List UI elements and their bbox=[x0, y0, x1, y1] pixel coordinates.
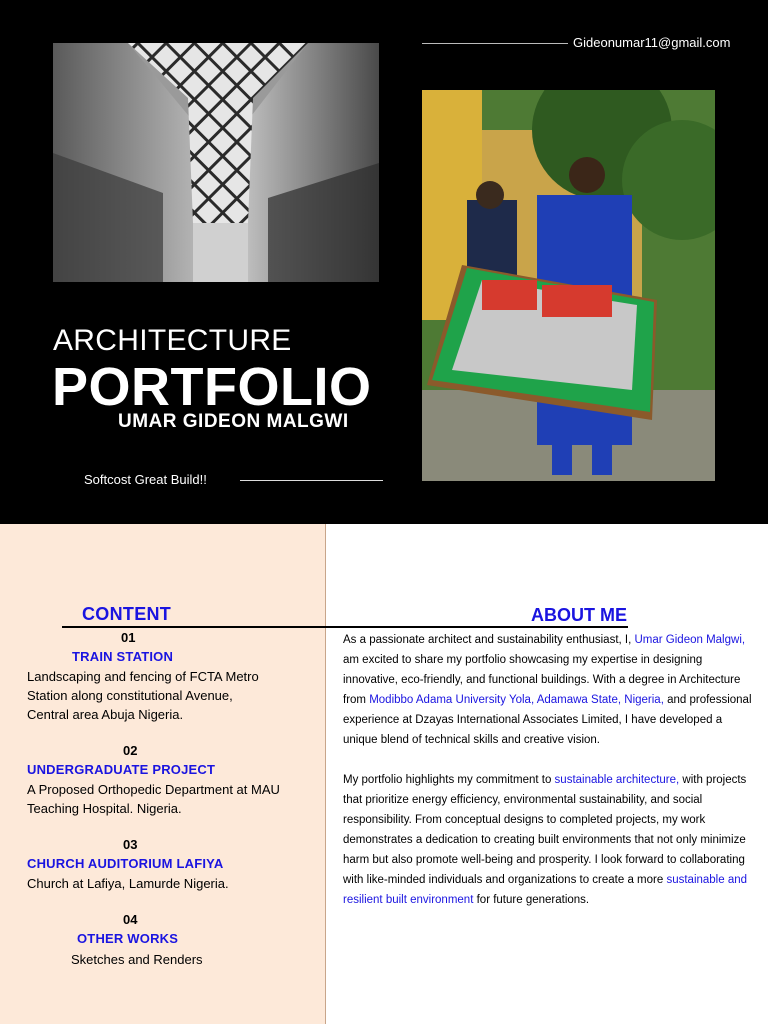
title-portfolio: PORTFOLIO bbox=[52, 357, 372, 417]
item-number: 02 bbox=[123, 743, 138, 758]
slogan: Softcost Great Build!! bbox=[84, 472, 207, 487]
item-description: Sketches and Renders bbox=[71, 952, 203, 967]
sustainable-architecture-link: sustainable architecture, bbox=[554, 774, 680, 786]
item-description: Landscaping and fencing of FCTA Metro Station along constitutional Avenue, Central area Abuja Nigeria. bbox=[27, 669, 259, 722]
slogan-rule bbox=[240, 480, 383, 481]
heading-rule bbox=[62, 626, 628, 628]
item-title-train-station: TRAIN STATION bbox=[72, 649, 174, 664]
item-description: Church at Lafiya, Lamurde Nigeria. bbox=[27, 876, 229, 891]
author-name: UMAR GIDEON MALGWI bbox=[118, 411, 349, 432]
about-heading: ABOUT ME bbox=[531, 605, 627, 625]
author-name-link: Umar Gideon Malgwi, bbox=[634, 634, 746, 646]
item-title-other-works: OTHER WORKS bbox=[77, 931, 179, 946]
about-paragraph-2: My portfolio highlights my commitment to sustainable architecture, with projects that prioritize energy efficiency, environmental sustainability, and social responsibility. From conceptual designs to completed projects, my work demonstrates a dedication to creating built environments that not only minimize harm but also promote well-being and prosperity. I look forward to collaborating with like-minded individuals and organizations to create a more sustainable and resilient built environment for future generations. bbox=[343, 774, 748, 906]
item-title-undergraduate-project: UNDERGRADUATE PROJECT bbox=[27, 762, 216, 777]
about-paragraph-1: As a passionate architect and sustainability enthusiast, I, Umar Gideon Malgwi, am excited to share my portfolio showcasing my expertise in designing innovative, eco-friendly, and functional buildings. With a degree in Architecture from Modibbo Adama University Yola, Adamawa State, Nigeria, and professional experience at Dzayas International Associates Limited, I have developed a unique blend of technical skills and creative vision. bbox=[343, 634, 752, 746]
email-rule bbox=[422, 43, 568, 44]
architect-with-model-photo bbox=[422, 90, 715, 481]
email-address[interactable]: Gideonumar11@gmail.com bbox=[573, 35, 731, 50]
content-heading: CONTENT bbox=[82, 604, 172, 624]
about-text bbox=[343, 630, 758, 910]
item-description: A Proposed Orthopedic Department at MAU Teaching Hospital. Nigeria. bbox=[27, 782, 280, 816]
skylight-architecture-image bbox=[53, 43, 379, 282]
item-number: 03 bbox=[123, 837, 138, 852]
title-architecture: ARCHITECTURE bbox=[53, 324, 292, 357]
item-number: 04 bbox=[123, 912, 138, 927]
item-number: 01 bbox=[121, 630, 136, 645]
item-title-church-auditorium: CHURCH AUDITORIUM LAFIYA bbox=[27, 856, 224, 871]
resilient-environment-link: sustainable and resilient built environment bbox=[343, 874, 748, 906]
university-link: Modibbo Adama University Yola, Adamawa State, Nigeria, bbox=[369, 694, 664, 706]
